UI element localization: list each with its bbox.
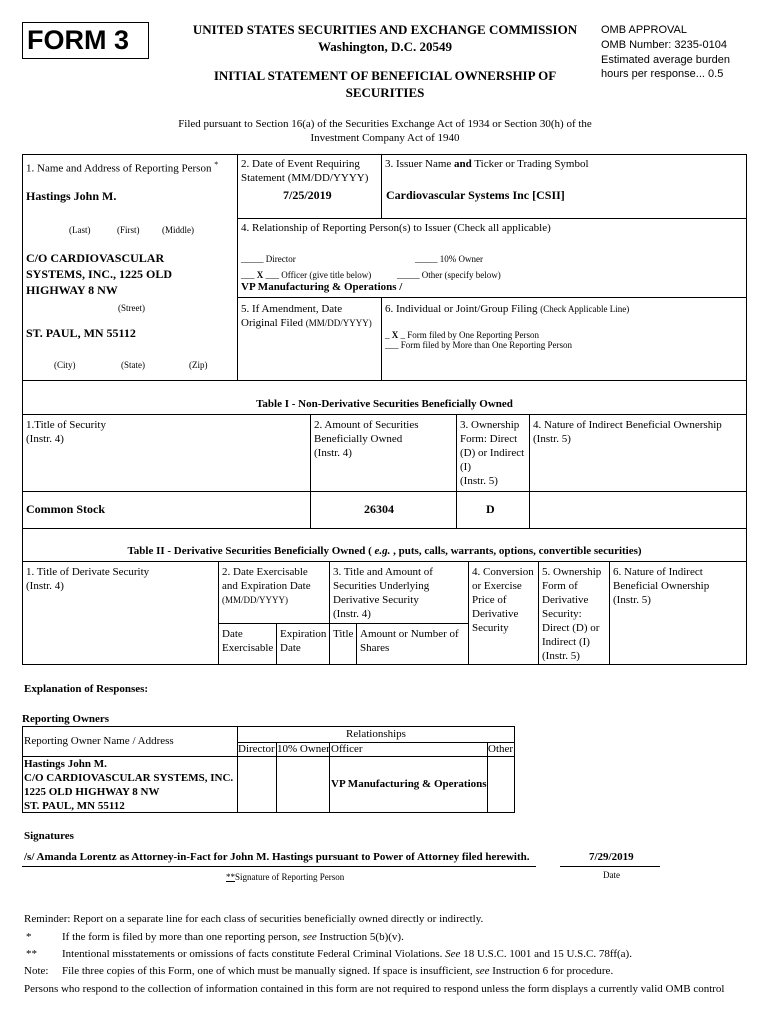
t1-col4-h2: (Instr. 5) <box>533 433 571 445</box>
t2-col4-header <box>472 565 534 635</box>
address-line3: HIGHWAY 8 NW <box>26 283 118 297</box>
t2-c5-h6: Indirect (I) <box>542 636 590 648</box>
t2-col2-expiration <box>280 627 326 655</box>
ro-owner-line4: ST. PAUL, MN 55112 <box>24 800 125 812</box>
form-title-line2: SECURITIES <box>345 85 425 100</box>
omb-hours-value: 0.5 <box>708 68 724 80</box>
issuer-label-post: Ticker or Trading Symbol <box>471 158 589 170</box>
t1-col1-header <box>26 418 106 446</box>
event-date-value: 7/25/2019 <box>283 188 332 202</box>
footer-star-post: Instruction 5(b)(v). <box>316 931 404 943</box>
footer-note-see: see <box>475 965 490 977</box>
issuer-value: Cardiovascular Systems Inc [CSII] <box>386 188 565 202</box>
footer-note-pre: File three copies of this Form, one of which must be manually signed. If space is insufficient, <box>62 965 476 977</box>
t1-col3-h2: Form: Direct <box>460 433 518 445</box>
filing-label <box>385 303 629 315</box>
event-date-label2: Statement (MM/DD/YYYY) <box>241 172 369 184</box>
officer-line <box>241 270 371 280</box>
reporting-person-label-text: 1. Name and Address of Reporting Person <box>26 162 212 175</box>
t2-c5-h3: Derivative <box>542 594 589 606</box>
amendment-label1: 5. If Amendment, Date <box>241 303 343 315</box>
form-title-line1: INITIAL STATEMENT OF BENEFICIAL OWNERSHIP OF <box>213 68 557 83</box>
t2-c2-h1: 2. Date Exercisable <box>222 566 308 578</box>
t2-c4-h4: Derivative <box>472 608 519 620</box>
amendment-label2 <box>241 317 372 329</box>
t2-col3-title: Title <box>333 628 354 640</box>
ro-owner-address <box>24 757 233 813</box>
t2-c3-h3: Derivative Security <box>333 594 419 606</box>
t1-col1-h1: 1.Title of Security <box>26 419 106 431</box>
omb-number: OMB Number: 3235-0104 <box>601 39 727 51</box>
t2-c2-exer: Exercisable <box>222 642 274 654</box>
table2-title <box>22 545 747 557</box>
amendment-label2-small: (MM/DD/YYYY) <box>305 318 372 328</box>
agency-location: Washington, D.C. 20549 <box>318 39 452 54</box>
t1-col1-h2: (Instr. 4) <box>26 433 64 445</box>
ro-officer: Officer <box>331 743 363 755</box>
t2-title-post: , puts, calls, warrants, options, convertible securities) <box>390 545 642 557</box>
ro-owner-line3: 1225 OLD HIGHWAY 8 NW <box>24 786 160 798</box>
t2-c2-date2: Date <box>280 642 301 654</box>
t1-col2-h1: 2. Amount of Securities <box>314 419 419 431</box>
footer-note-text <box>62 965 613 977</box>
filing-line1 <box>385 330 539 340</box>
filing-line1-pre: _ <box>385 330 392 340</box>
t2-c5-h1: 5. Ownership <box>542 566 602 578</box>
t1-col4-h1: 4. Nature of Indirect Beneficial Ownership <box>533 419 722 431</box>
t2-c3-h2: Securities Underlying <box>333 580 430 592</box>
footer-star-text <box>62 931 404 943</box>
filed-pursuant-line2: Investment Company Act of 1940 <box>310 132 460 144</box>
t2-title-eg: e.g. <box>374 545 391 557</box>
officer-check-x: X <box>256 270 264 280</box>
t1-col3-h5: (Instr. 5) <box>460 475 498 487</box>
t2-c5-h7: (Instr. 5) <box>542 650 580 662</box>
t2-c5-h4: Security: <box>542 608 582 620</box>
form-label: FORM 3 <box>27 25 130 55</box>
t1-col3-h3: (D) or Indirect <box>460 447 525 459</box>
first-label: (First) <box>117 225 140 235</box>
t1-col3-h1: 3. Ownership <box>460 419 520 431</box>
filing-check-x: X <box>391 330 399 340</box>
footer-persons: Persons who respond to the collection of information contained in this form are not required to respond unless the form displays a currently valid OMB control <box>24 983 725 995</box>
t2-c2-date: Date <box>222 628 243 640</box>
ro-owner-line1: Hastings John M. <box>24 758 107 770</box>
zip-label: (Zip) <box>189 360 208 370</box>
t2-col3-header <box>333 565 433 621</box>
t2-c4-h3: Price of <box>472 594 507 606</box>
signature-date: 7/29/2019 <box>589 851 634 863</box>
t2-col2-header <box>222 565 311 607</box>
amendment-label2-text: Original Filed <box>241 317 304 329</box>
footer-dstar-see: See <box>445 948 461 960</box>
footer-dstar: ** <box>26 948 37 960</box>
t2-col3-amount <box>360 627 459 655</box>
city-label: (City) <box>54 360 76 370</box>
filed-pursuant-line1: Filed pursuant to Section 16(a) of the Securities Exchange Act of 1934 or Section 30(h) of the <box>178 118 592 130</box>
t2-c6-h1: 6. Nature of Indirect <box>613 566 703 578</box>
t2-title-pre: Table II - Derivative Securities Beneficially Owned ( <box>127 545 375 557</box>
last-label: (Last) <box>69 225 91 235</box>
footer-star-pre: If the form is filed by more than one reporting person, <box>62 931 303 943</box>
officer-post: ___ Officer (give title below) <box>263 270 372 280</box>
ro-other: Other <box>488 743 514 755</box>
issuer-label <box>385 158 589 170</box>
street-label: (Street) <box>118 303 145 313</box>
footer-star-see: see <box>302 931 317 943</box>
omb-burden: Estimated average burden <box>601 54 731 66</box>
explanation-heading: Explanation of Responses: <box>24 683 149 695</box>
ro-owner-line2: C/O CARDIOVASCULAR SYSTEMS, INC. <box>24 772 234 784</box>
reporting-person-name: Hastings John M. <box>26 189 117 203</box>
t2-c4-h2: or Exercise <box>472 580 522 592</box>
t2-c4-h1: 4. Conversion <box>472 566 534 578</box>
t2-c3-amt2: Shares <box>360 642 390 654</box>
officer-pre: ___ <box>241 270 257 280</box>
footer-dstar-post: 18 U.S.C. 1001 and 15 U.S.C. 78ff(a). <box>460 948 632 960</box>
footer-dstar-pre: Intentional misstatements or omissions of facts constitute Federal Criminal Violations. <box>62 948 446 960</box>
middle-label: (Middle) <box>162 225 194 235</box>
t2-c5-h5: Direct (D) or <box>542 622 600 634</box>
ro-ten-pct: 10% Owner <box>277 743 330 755</box>
signature-label-text: Signature of Reporting Person <box>235 872 345 882</box>
filing-line1-post: _ Form filed by One Reporting Person <box>398 330 539 340</box>
t2-c2-h3: (MM/DD/YYYY) <box>222 595 288 605</box>
director-line: _____ Director <box>241 254 296 264</box>
table1-title: Table I - Non-Derivative Securities Beneficially Owned <box>256 398 513 410</box>
t2-c3-h1: 3. Title and Amount of <box>333 566 433 578</box>
t2-c4-h5: Security <box>472 622 509 634</box>
reporting-owners-heading: Reporting Owners <box>22 713 110 725</box>
t1-col2-h2: Beneficially Owned <box>314 433 403 445</box>
ten-pct-owner-line: _____ 10% Owner <box>415 254 483 264</box>
omb-hours-label: hours per response... <box>601 68 705 80</box>
ro-col-name: Reporting Owner Name / Address <box>24 735 174 747</box>
t1-col2-header <box>314 418 419 460</box>
filing-label-text: 6. Individual or Joint/Group Filing <box>385 303 538 315</box>
omb-approval: OMB APPROVAL <box>601 24 687 36</box>
reporting-person-label <box>26 160 218 175</box>
officer-title: VP Manufacturing & Operations / <box>241 281 403 293</box>
city-state-zip: ST. PAUL, MN 55112 <box>26 326 136 340</box>
t1-col3-header <box>460 418 524 488</box>
t1-col4-header <box>533 418 722 446</box>
ro-relationships: Relationships <box>346 728 406 740</box>
t1-col2-h3: (Instr. 4) <box>314 447 352 459</box>
signatures-heading: Signatures <box>24 830 74 842</box>
signature-label-mark: ** <box>226 872 235 882</box>
signature-label <box>226 872 344 882</box>
filing-label-small: (Check Applicable Line) <box>540 304 630 314</box>
other-line: _____ Other (specify below) <box>397 270 501 280</box>
footnote-star: * <box>214 160 219 169</box>
date-label: Date <box>603 870 620 880</box>
t2-c3-h4: (Instr. 4) <box>333 608 371 620</box>
t2-c2-exp: Expiration <box>280 628 327 640</box>
relationship-label: 4. Relationship of Reporting Person(s) to Issuer (Check all applicable) <box>241 222 551 234</box>
t2-c1-h2: (Instr. 4) <box>26 580 64 592</box>
t2-c3-amt1: Amount or Number of <box>360 628 459 640</box>
t1-row-amount: 26304 <box>364 502 394 516</box>
state-label: (State) <box>121 360 145 370</box>
t2-col1-header <box>26 565 149 593</box>
address-line2: SYSTEMS, INC., 1225 OLD <box>26 267 173 281</box>
t2-col2-date <box>222 627 273 655</box>
footer-note: Note: <box>24 965 49 977</box>
ro-director: Director <box>238 743 275 755</box>
footer-star: * <box>26 931 32 943</box>
filing-line2: ___ Form filed by More than One Reporting Person <box>385 340 572 350</box>
omb-hours <box>601 68 723 80</box>
footer-reminder: Reminder: Report on a separate line for each class of securities beneficially owned directly or indirectly. <box>24 913 484 925</box>
footer-dstar-text <box>62 948 632 960</box>
t2-c6-h3: (Instr. 5) <box>613 594 651 606</box>
t2-c5-h2: Form of <box>542 580 578 592</box>
t2-col5-header <box>542 565 601 663</box>
t1-row-security: Common Stock <box>26 502 106 516</box>
agency-name: UNITED STATES SECURITIES AND EXCHANGE COMMISSION <box>192 22 578 37</box>
t1-row-form: D <box>486 502 495 516</box>
ro-officer-value: VP Manufacturing & Operations <box>331 778 487 790</box>
issuer-label-and: and <box>454 158 472 170</box>
t2-c6-h2: Beneficial Ownership <box>613 580 710 592</box>
t1-col3-h4: (I) <box>460 461 471 473</box>
signature-text: /s/ Amanda Lorentz as Attorney-in-Fact for John M. Hastings pursuant to Power of Attorney filed herewith. <box>24 851 530 863</box>
address-line1: C/O CARDIOVASCULAR <box>26 251 165 265</box>
event-date-label1: 2. Date of Event Requiring <box>241 158 360 170</box>
t2-c1-h1: 1. Title of Derivate Security <box>26 566 150 578</box>
t2-c2-h2: and Expiration Date <box>222 580 311 592</box>
issuer-label-pre: 3. Issuer Name <box>385 158 455 170</box>
t2-col6-header <box>613 565 709 607</box>
footer-note-post: Instruction 6 for procedure. <box>489 965 614 977</box>
